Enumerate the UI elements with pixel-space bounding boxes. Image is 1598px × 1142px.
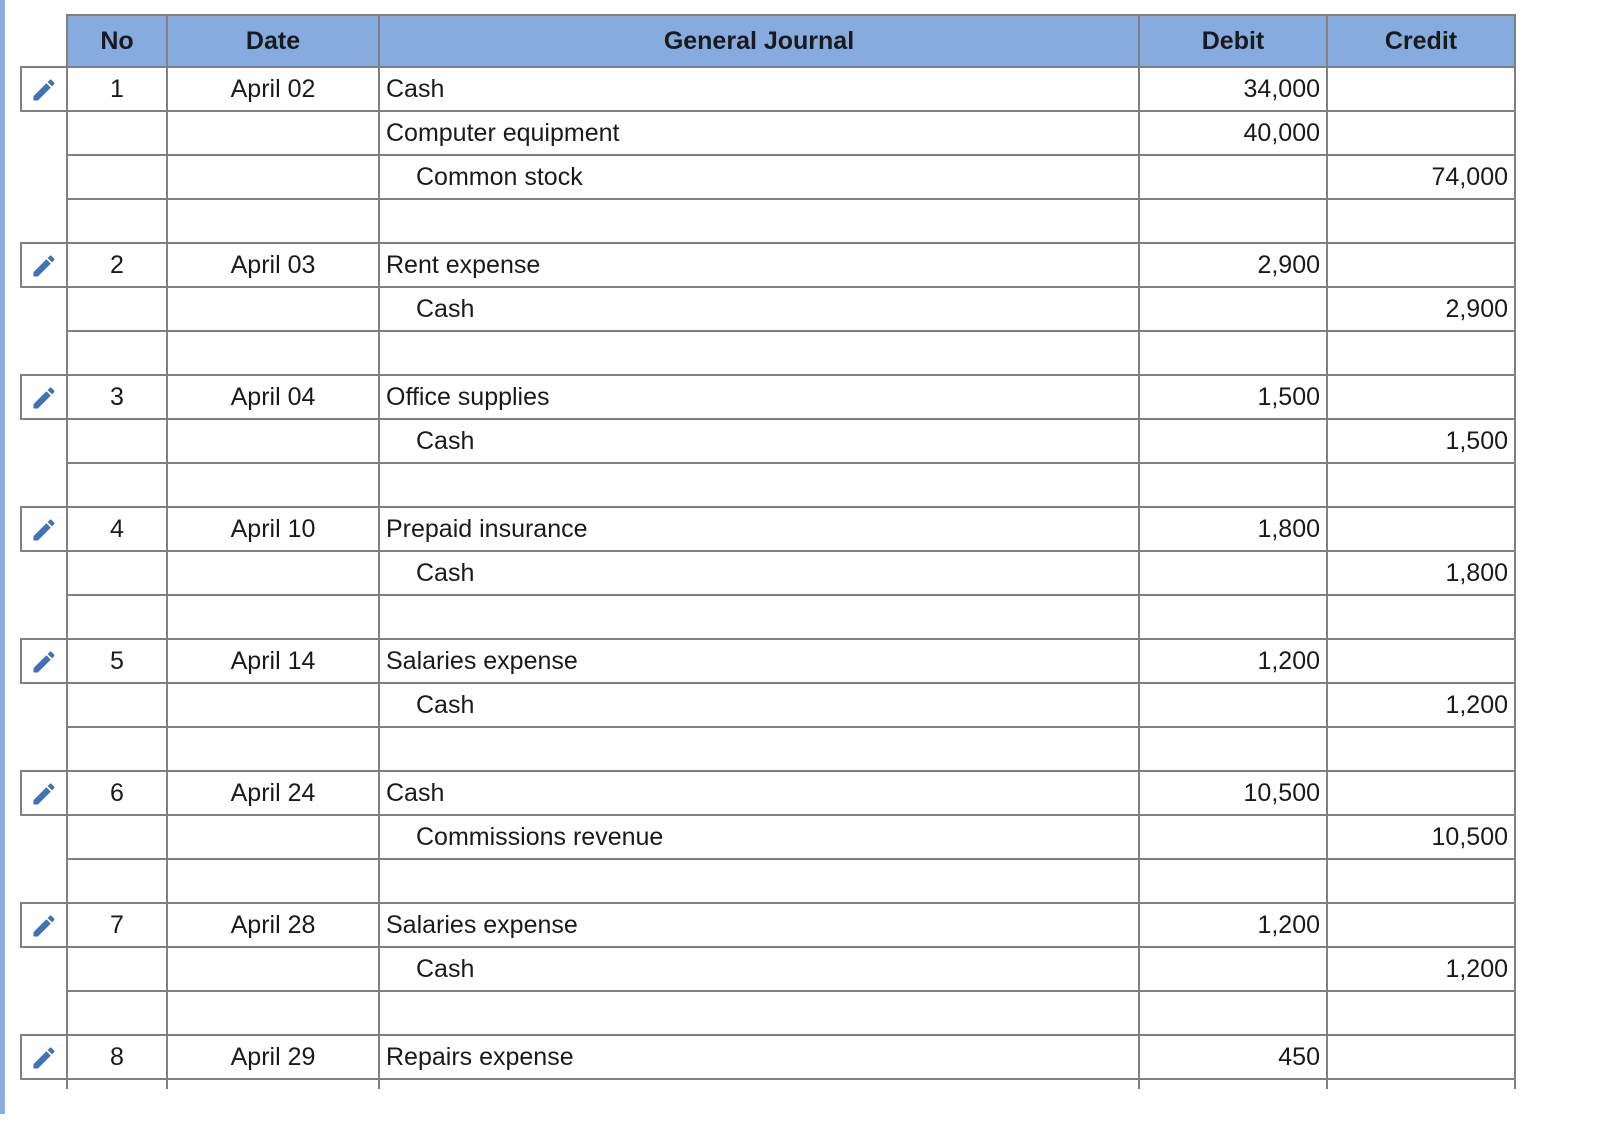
pencil-icon bbox=[30, 76, 58, 104]
account-cell[interactable]: Commissions revenue bbox=[379, 815, 1139, 859]
edit-placeholder bbox=[21, 551, 67, 595]
credit-cell bbox=[1327, 1079, 1515, 1089]
edit-entry-button[interactable] bbox=[21, 67, 67, 111]
entry-number bbox=[67, 947, 167, 991]
debit-cell[interactable]: 1,500 bbox=[1139, 375, 1327, 419]
table-row bbox=[21, 595, 1515, 639]
entry-date bbox=[167, 463, 379, 507]
debit-cell bbox=[1139, 1079, 1327, 1089]
debit-cell[interactable]: 40,000 bbox=[1139, 111, 1327, 155]
entry-number bbox=[67, 1079, 167, 1089]
debit-cell[interactable] bbox=[1139, 419, 1327, 463]
edit-placeholder bbox=[21, 463, 67, 507]
credit-cell[interactable] bbox=[1327, 639, 1515, 683]
table-row bbox=[21, 903, 1515, 947]
entry-number: 8 bbox=[67, 1035, 167, 1079]
header-general-journal: General Journal bbox=[379, 15, 1139, 67]
table-row bbox=[21, 111, 1515, 155]
entry-number bbox=[67, 859, 167, 903]
table-row bbox=[21, 331, 1515, 375]
entry-date bbox=[167, 155, 379, 199]
entry-date bbox=[167, 859, 379, 903]
account-cell[interactable]: Rent expense bbox=[379, 243, 1139, 287]
credit-cell[interactable] bbox=[1327, 595, 1515, 639]
entry-number bbox=[67, 991, 167, 1035]
table-row bbox=[21, 639, 1515, 683]
entry-number bbox=[67, 199, 167, 243]
pencil-icon bbox=[30, 1044, 58, 1072]
entry-number bbox=[67, 815, 167, 859]
edit-entry-button[interactable] bbox=[21, 903, 67, 947]
credit-cell[interactable]: 74,000 bbox=[1327, 155, 1515, 199]
edit-placeholder bbox=[21, 111, 67, 155]
credit-cell[interactable] bbox=[1327, 331, 1515, 375]
account-cell[interactable] bbox=[379, 595, 1139, 639]
entry-number bbox=[67, 287, 167, 331]
credit-cell[interactable] bbox=[1327, 771, 1515, 815]
debit-cell[interactable]: 450 bbox=[1139, 1035, 1327, 1079]
debit-cell[interactable] bbox=[1139, 463, 1327, 507]
header-no: No bbox=[67, 15, 167, 67]
left-accent-bar bbox=[0, 0, 5, 1114]
entry-number: 5 bbox=[67, 639, 167, 683]
credit-cell[interactable]: 10,500 bbox=[1327, 815, 1515, 859]
entry-date bbox=[167, 551, 379, 595]
entry-number bbox=[67, 419, 167, 463]
entry-number bbox=[67, 595, 167, 639]
edit-placeholder bbox=[21, 1079, 67, 1089]
debit-cell[interactable] bbox=[1139, 199, 1327, 243]
entry-date: April 10 bbox=[167, 507, 379, 551]
debit-cell[interactable] bbox=[1139, 859, 1327, 903]
account-cell[interactable] bbox=[379, 991, 1139, 1035]
entry-date bbox=[167, 419, 379, 463]
entry-date bbox=[167, 1079, 379, 1089]
account-cell[interactable] bbox=[379, 331, 1139, 375]
entry-number: 1 bbox=[67, 67, 167, 111]
account-cell[interactable] bbox=[379, 859, 1139, 903]
edit-placeholder bbox=[21, 991, 67, 1035]
account-cell[interactable]: Cash bbox=[379, 419, 1139, 463]
debit-cell[interactable] bbox=[1139, 287, 1327, 331]
table-row bbox=[21, 155, 1515, 199]
debit-cell[interactable]: 1,200 bbox=[1139, 903, 1327, 947]
table-row bbox=[21, 463, 1515, 507]
debit-cell[interactable]: 34,000 bbox=[1139, 67, 1327, 111]
pencil-icon bbox=[30, 516, 58, 544]
debit-cell[interactable]: 1,800 bbox=[1139, 507, 1327, 551]
header-row bbox=[21, 15, 1515, 67]
entry-number: 2 bbox=[67, 243, 167, 287]
account-cell[interactable]: Common stock bbox=[379, 155, 1139, 199]
credit-cell[interactable]: 1,200 bbox=[1327, 947, 1515, 991]
account-cell[interactable]: Computer equipment bbox=[379, 111, 1139, 155]
table-row bbox=[21, 507, 1515, 551]
edit-entry-button[interactable] bbox=[21, 243, 67, 287]
entry-number bbox=[67, 727, 167, 771]
header-date: Date bbox=[167, 15, 379, 67]
table-row bbox=[21, 815, 1515, 859]
credit-cell[interactable] bbox=[1327, 67, 1515, 111]
edit-entry-button[interactable] bbox=[21, 507, 67, 551]
credit-cell[interactable] bbox=[1327, 463, 1515, 507]
edit-placeholder bbox=[21, 331, 67, 375]
journal-body bbox=[21, 67, 1515, 1089]
debit-cell[interactable] bbox=[1139, 155, 1327, 199]
pencil-icon bbox=[30, 384, 58, 412]
entry-date: April 29 bbox=[167, 1035, 379, 1079]
account-cell[interactable] bbox=[379, 727, 1139, 771]
debit-cell[interactable] bbox=[1139, 991, 1327, 1035]
table-row bbox=[21, 991, 1515, 1035]
table-row bbox=[21, 375, 1515, 419]
debit-cell[interactable] bbox=[1139, 947, 1327, 991]
table-row bbox=[21, 771, 1515, 815]
edit-placeholder bbox=[21, 595, 67, 639]
entry-number: 6 bbox=[67, 771, 167, 815]
header-credit: Credit bbox=[1327, 15, 1515, 67]
entry-number bbox=[67, 331, 167, 375]
account-cell[interactable]: Repairs expense bbox=[379, 1035, 1139, 1079]
pencil-icon bbox=[30, 780, 58, 808]
table-row bbox=[21, 551, 1515, 595]
debit-cell[interactable]: 1,200 bbox=[1139, 639, 1327, 683]
edit-placeholder bbox=[21, 815, 67, 859]
entry-date: April 03 bbox=[167, 243, 379, 287]
credit-cell[interactable] bbox=[1327, 111, 1515, 155]
debit-cell[interactable] bbox=[1139, 331, 1327, 375]
debit-cell[interactable] bbox=[1139, 683, 1327, 727]
edit-placeholder bbox=[21, 947, 67, 991]
credit-cell[interactable] bbox=[1327, 991, 1515, 1035]
table-row bbox=[21, 199, 1515, 243]
table-row bbox=[21, 1079, 1515, 1089]
credit-cell[interactable] bbox=[1327, 199, 1515, 243]
pencil-icon bbox=[30, 648, 58, 676]
edit-placeholder bbox=[21, 859, 67, 903]
edit-placeholder bbox=[21, 683, 67, 727]
account-cell bbox=[379, 1079, 1139, 1089]
debit-cell[interactable] bbox=[1139, 595, 1327, 639]
entry-number: 3 bbox=[67, 375, 167, 419]
edit-placeholder bbox=[21, 287, 67, 331]
entry-number bbox=[67, 463, 167, 507]
edit-placeholder bbox=[21, 199, 67, 243]
entry-date: April 24 bbox=[167, 771, 379, 815]
edit-entry-button[interactable] bbox=[21, 771, 67, 815]
account-cell[interactable]: Salaries expense bbox=[379, 639, 1139, 683]
account-cell[interactable]: Cash bbox=[379, 67, 1139, 111]
credit-cell[interactable] bbox=[1327, 243, 1515, 287]
edit-entry-button[interactable] bbox=[21, 1035, 67, 1079]
entry-date bbox=[167, 727, 379, 771]
entry-number: 4 bbox=[67, 507, 167, 551]
edit-column-header bbox=[21, 15, 67, 67]
entry-date: April 02 bbox=[167, 67, 379, 111]
entry-number bbox=[67, 683, 167, 727]
entry-date bbox=[167, 991, 379, 1035]
entry-date bbox=[167, 947, 379, 991]
table-row bbox=[21, 419, 1515, 463]
account-cell[interactable]: Cash bbox=[379, 771, 1139, 815]
credit-cell[interactable]: 1,500 bbox=[1327, 419, 1515, 463]
table-row bbox=[21, 67, 1515, 111]
general-journal-table bbox=[20, 14, 1516, 1089]
entry-date: April 14 bbox=[167, 639, 379, 683]
debit-cell[interactable] bbox=[1139, 815, 1327, 859]
credit-cell[interactable] bbox=[1327, 507, 1515, 551]
credit-cell[interactable]: 1,200 bbox=[1327, 683, 1515, 727]
entry-date bbox=[167, 595, 379, 639]
account-cell[interactable]: Cash bbox=[379, 683, 1139, 727]
table-row bbox=[21, 287, 1515, 331]
entry-number: 7 bbox=[67, 903, 167, 947]
account-cell[interactable]: Cash bbox=[379, 947, 1139, 991]
debit-cell[interactable] bbox=[1139, 727, 1327, 771]
entry-date: April 28 bbox=[167, 903, 379, 947]
debit-cell[interactable] bbox=[1139, 551, 1327, 595]
account-cell[interactable]: Salaries expense bbox=[379, 903, 1139, 947]
credit-cell[interactable] bbox=[1327, 1035, 1515, 1079]
account-cell[interactable]: Prepaid insurance bbox=[379, 507, 1139, 551]
entry-number bbox=[67, 111, 167, 155]
table-row bbox=[21, 947, 1515, 991]
entry-date bbox=[167, 287, 379, 331]
entry-date bbox=[167, 815, 379, 859]
account-cell[interactable]: Cash bbox=[379, 287, 1139, 331]
entry-date bbox=[167, 199, 379, 243]
debit-cell[interactable]: 2,900 bbox=[1139, 243, 1327, 287]
edit-entry-button[interactable] bbox=[21, 639, 67, 683]
table-row bbox=[21, 683, 1515, 727]
table-row bbox=[21, 727, 1515, 771]
credit-cell[interactable] bbox=[1327, 903, 1515, 947]
header-debit: Debit bbox=[1139, 15, 1327, 67]
entry-number bbox=[67, 155, 167, 199]
account-cell[interactable] bbox=[379, 463, 1139, 507]
edit-entry-button[interactable] bbox=[21, 375, 67, 419]
entry-number bbox=[67, 551, 167, 595]
table-row bbox=[21, 859, 1515, 903]
entry-date: April 04 bbox=[167, 375, 379, 419]
credit-cell[interactable] bbox=[1327, 727, 1515, 771]
entry-date bbox=[167, 111, 379, 155]
credit-cell[interactable]: 2,900 bbox=[1327, 287, 1515, 331]
pencil-icon bbox=[30, 252, 58, 280]
edit-placeholder bbox=[21, 155, 67, 199]
credit-cell[interactable]: 1,800 bbox=[1327, 551, 1515, 595]
table-row bbox=[21, 1035, 1515, 1079]
debit-cell[interactable]: 10,500 bbox=[1139, 771, 1327, 815]
edit-placeholder bbox=[21, 727, 67, 771]
account-cell[interactable]: Office supplies bbox=[379, 375, 1139, 419]
table-row bbox=[21, 243, 1515, 287]
account-cell[interactable] bbox=[379, 199, 1139, 243]
entry-date bbox=[167, 331, 379, 375]
credit-cell[interactable] bbox=[1327, 859, 1515, 903]
account-cell[interactable]: Cash bbox=[379, 551, 1139, 595]
entry-date bbox=[167, 683, 379, 727]
pencil-icon bbox=[30, 912, 58, 940]
credit-cell[interactable] bbox=[1327, 375, 1515, 419]
edit-placeholder bbox=[21, 419, 67, 463]
